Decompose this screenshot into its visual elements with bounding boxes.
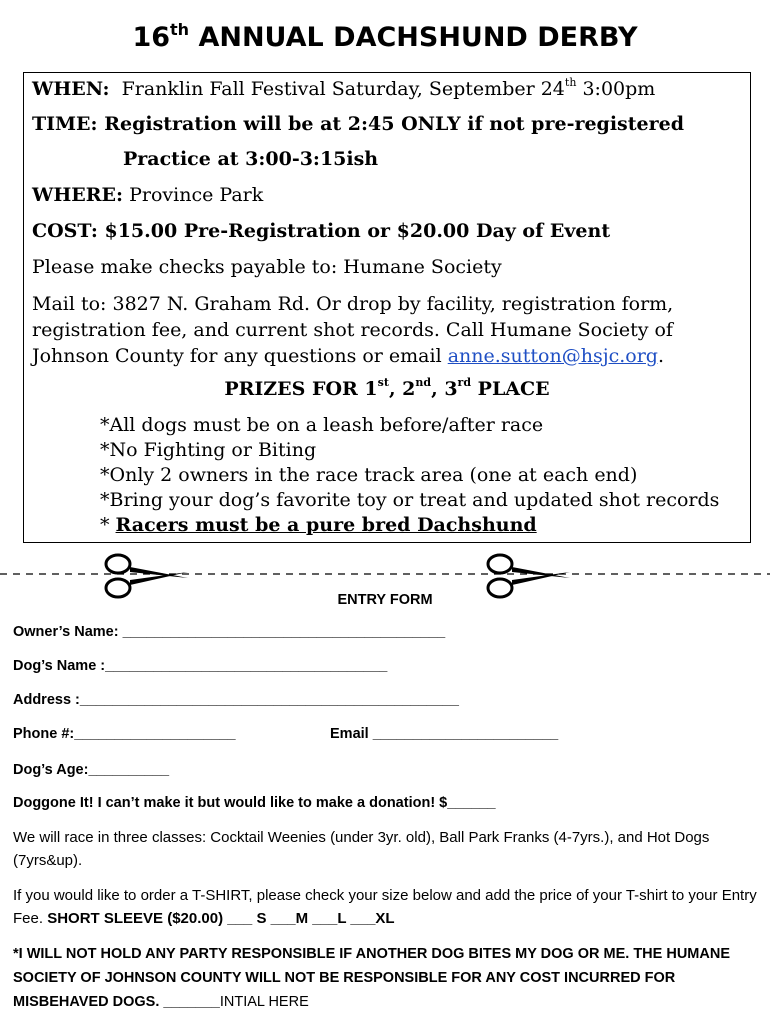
email-field[interactable]: Email _______________________ xyxy=(330,726,559,742)
cost-line: COST: $15.00 Pre-Registration or $20.00 Day of Event xyxy=(32,220,611,242)
disclaimer-body[interactable]: *I WILL NOT HOLD ANY PARTY RESPONSIBLE IF ANOTHER DOG BITES MY DOG OR ME. THE HUMANE SOCIETY OF JOHNSON COUNTY WILL NOT BE RESPONSIBLE FOR ANY COST INCURRED FOR MISBEHAVED DOGS. _______ xyxy=(13,946,730,1010)
when-time: 3:00pm xyxy=(576,78,656,100)
where-label: WHERE: xyxy=(32,184,124,206)
mail-paragraph xyxy=(32,291,744,369)
email-link[interactable]: anne.sutton@hsjc.org xyxy=(447,345,658,367)
prizes-sup-1: st xyxy=(377,376,389,389)
prizes-sup-2: nd xyxy=(415,376,432,389)
practice-line: Practice at 3:00-3:15ish xyxy=(123,148,379,170)
prizes-text-2: , 2 xyxy=(388,378,416,400)
initial-here-label: INTIAL HERE xyxy=(219,994,309,1010)
address-field[interactable]: Address :_______________________________________________ xyxy=(13,692,459,708)
tshirt-instructions: If you would like to order a T-SHIRT, please check your size below and add the price of your T-shirt to your Entry Fee. xyxy=(13,887,757,927)
when-sup: th xyxy=(564,76,577,89)
page-title xyxy=(0,22,770,53)
title-text: ANNUAL DACHSHUND DERBY xyxy=(198,22,638,53)
rule-item-last xyxy=(100,514,537,536)
title-suffix: th xyxy=(170,20,190,39)
dog-name-field[interactable]: Dog’s Name :___________________________________ xyxy=(13,658,388,674)
tshirt-text xyxy=(13,884,758,930)
when-line xyxy=(32,78,655,100)
time-label: TIME: xyxy=(32,113,98,135)
prizes-text-1: PRIZES FOR 1 xyxy=(224,378,378,400)
prizes-sup-3: rd xyxy=(457,376,472,389)
tshirt-size-options[interactable]: SHORT SLEEVE ($20.00) ___ S ___M ___L ___XL xyxy=(47,910,395,927)
when-value: Franklin Fall Festival Saturday, September 24 xyxy=(121,78,565,100)
dog-age-field[interactable]: Dog’s Age:__________ xyxy=(13,762,170,778)
title-number: 16 xyxy=(132,22,171,53)
mail-text: Mail to: 3827 N. Graham Rd. Or drop by facility, registration form, registration fee, and current shot records. Call Humane Society of Johnson County for any questions or email xyxy=(32,293,674,367)
rule-item: *All dogs must be on a leash before/after race xyxy=(100,414,544,436)
donation-field[interactable]: Doggone It! I can’t make it but would like to make a donation! $______ xyxy=(13,795,496,811)
prizes-heading xyxy=(23,378,751,400)
checks-line: Please make checks payable to: Humane Society xyxy=(32,256,502,278)
prizes-text-3: , 3 xyxy=(431,378,458,400)
time-line xyxy=(32,113,684,135)
when-label: WHEN: xyxy=(32,78,110,100)
time-value: Registration will be at 2:45 ONLY if not pre-registered xyxy=(104,113,685,135)
rule-item: *No Fighting or Biting xyxy=(100,439,317,461)
scissors-icon xyxy=(106,555,188,597)
phone-field[interactable]: Phone #:____________________ xyxy=(13,726,236,742)
rule-item: *Only 2 owners in the race track area (one at each end) xyxy=(100,464,638,486)
mail-end: . xyxy=(657,345,665,367)
disclaimer-text xyxy=(13,942,758,1014)
scissors-icon xyxy=(488,555,570,597)
rule-star: * xyxy=(100,514,116,536)
rule-item: *Bring your dog’s favorite toy or treat and updated shot records xyxy=(100,489,720,511)
where-line xyxy=(32,184,263,206)
rule-pure-bred: Racers must be a pure bred Dachshund xyxy=(115,514,537,536)
entry-form-heading: ENTRY FORM xyxy=(337,592,433,608)
race-classes-text: We will race in three classes: Cocktail Weenies (under 3yr. old), Ball Park Franks (4-7yrs.), and Hot Dogs (7yrs&up). xyxy=(13,829,710,869)
prizes-text-4: PLACE xyxy=(471,378,550,400)
where-value: Province Park xyxy=(129,184,264,206)
owner-name-field[interactable]: Owner’s Name: ________________________________________ xyxy=(13,624,446,640)
